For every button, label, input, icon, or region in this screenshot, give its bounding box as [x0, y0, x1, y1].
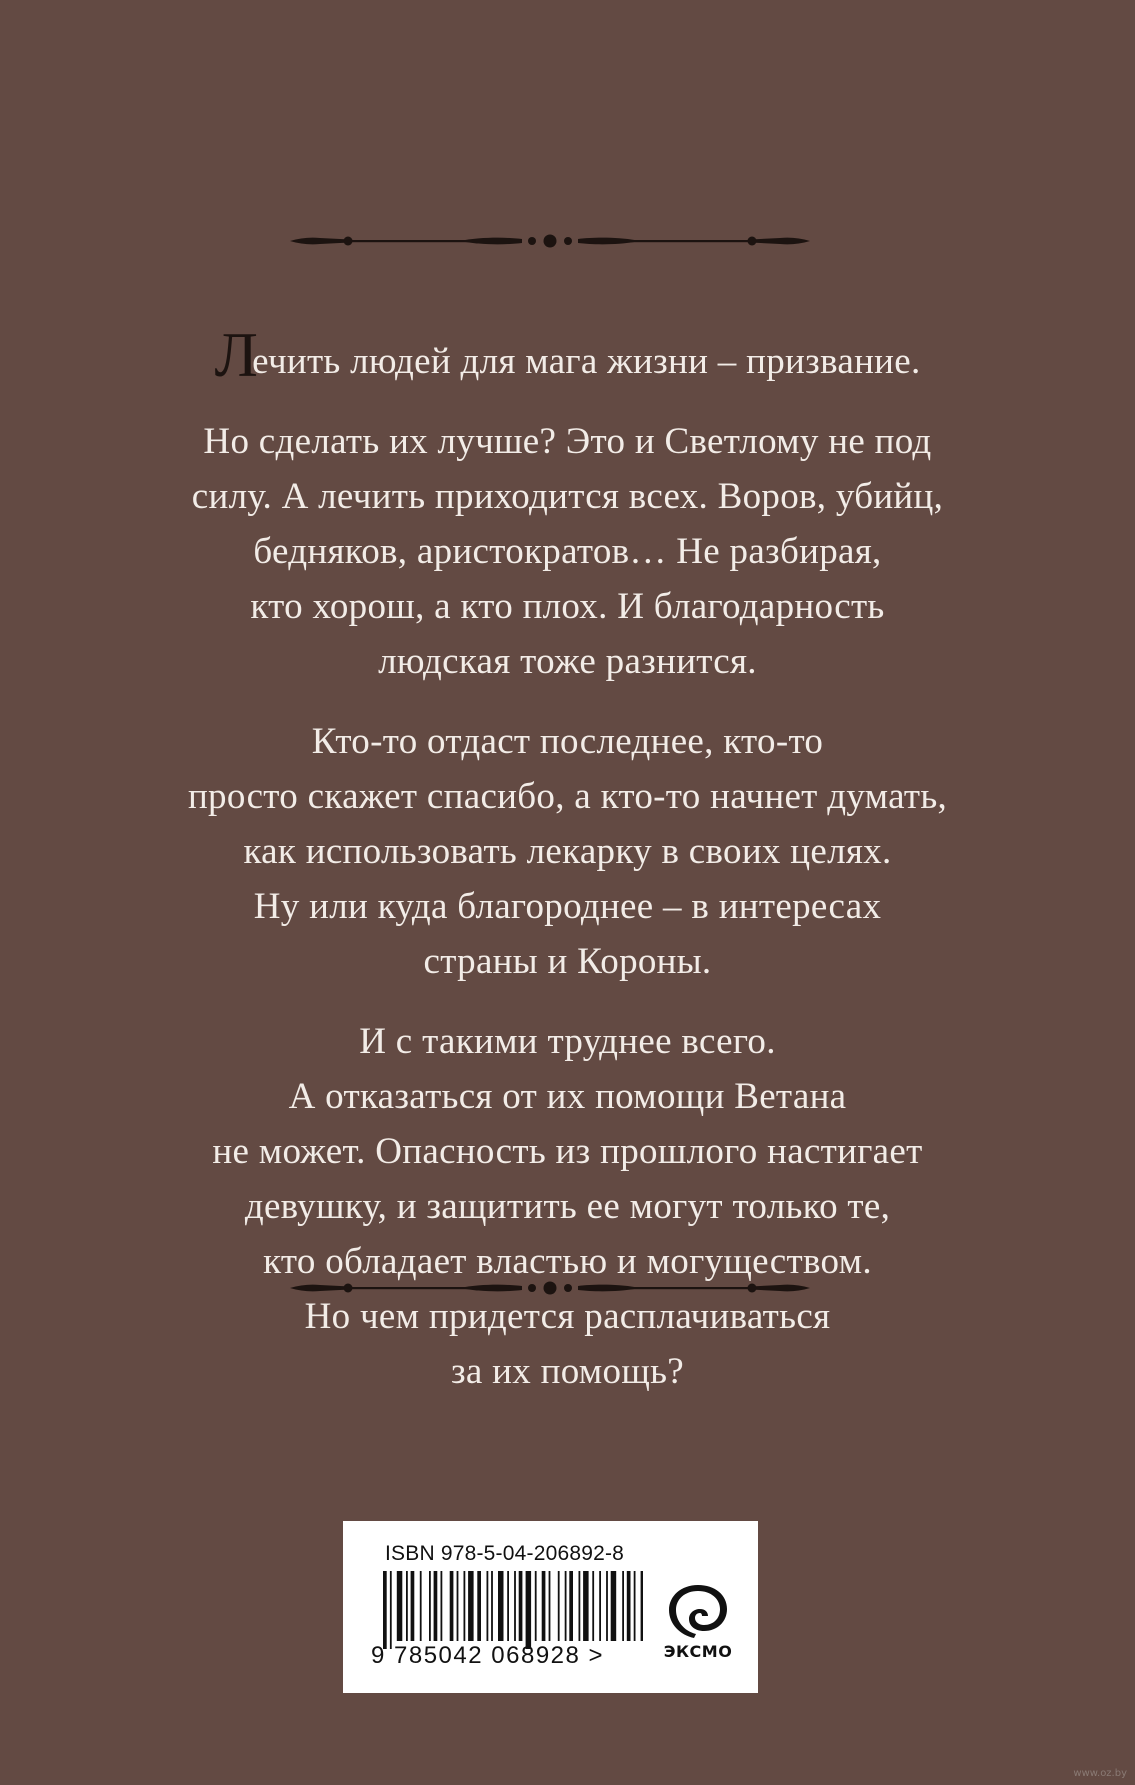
barcode-bar	[397, 1571, 403, 1641]
barcode-bar	[464, 1571, 466, 1641]
blurb-line: девушку, и защитить ее могут только те,	[244, 1186, 891, 1227]
barcode-bar	[565, 1571, 567, 1641]
barcode-bar	[535, 1571, 537, 1641]
blurb-line: Кто-то отдаст последнее, кто-то	[311, 721, 824, 762]
blurb-line: Но чем придется расплачиваться	[304, 1296, 831, 1337]
blurb-line: силу. А лечить приходится всех. Воров, убийц,	[191, 476, 944, 517]
barcode-bar	[622, 1571, 624, 1641]
barcode-bar	[627, 1571, 631, 1641]
barcode-bar	[468, 1571, 474, 1641]
blurb-line: кто хорош, а кто плох. И благодарность	[250, 586, 885, 627]
barcode-bar	[569, 1571, 573, 1641]
barcode-bar	[583, 1571, 589, 1641]
blurb-line-text: ечить людей для мага жизни – призвание.	[252, 341, 921, 382]
blurb-line: как использовать лекарку в своих целях.	[243, 831, 892, 872]
barcode-bar	[519, 1571, 523, 1641]
blurb-line: страны и Короны.	[423, 941, 712, 982]
blurb-line: А отказаться от их помощи Ветана	[288, 1076, 847, 1117]
ornament-divider-top	[290, 229, 810, 253]
barcode-bar	[487, 1571, 489, 1641]
publisher-name: ЭКСМО	[663, 1642, 733, 1661]
barcode-bar	[450, 1571, 454, 1641]
blurb-line: за их помощь?	[450, 1351, 685, 1392]
barcode-bar	[514, 1571, 516, 1641]
barcode-bar	[592, 1571, 594, 1641]
eksmo-swirl-logo-icon	[665, 1581, 731, 1639]
barcode-bar	[542, 1571, 546, 1641]
barcode-bar	[429, 1571, 431, 1641]
blurb-paragraph-3	[100, 714, 1035, 989]
barcode-digits: 9 785042 068928 >	[371, 1642, 605, 1669]
barcode-bar	[611, 1571, 617, 1641]
barcode-bar	[411, 1571, 415, 1641]
barcode-bar	[420, 1571, 422, 1641]
barcode-bar	[526, 1571, 532, 1649]
barcode-bar	[390, 1571, 392, 1649]
barcode-panel	[343, 1521, 758, 1693]
watermark: www.oz.by	[1073, 1768, 1127, 1779]
blurb-line: просто скажет спасибо, а кто-то начнет думать,	[187, 776, 948, 817]
barcode-bar	[641, 1571, 643, 1641]
blurb-line: бедняков, аристократов… Не разбирая,	[253, 531, 882, 572]
barcode-bar	[383, 1571, 387, 1649]
blurb-line: людская тоже разнится.	[378, 641, 757, 682]
barcode-bar	[549, 1571, 551, 1641]
barcode-bar	[406, 1571, 408, 1641]
blurb-line: не может. Опасность из прошлого настигает	[212, 1131, 923, 1172]
blurb-line: Но сделать их лучше? Это и Светлому не под	[203, 421, 932, 462]
barcode-bar	[579, 1571, 581, 1641]
barcode-bar	[441, 1571, 443, 1641]
blurb-line	[100, 319, 1035, 390]
barcode-bar	[457, 1571, 459, 1641]
barcode-bars	[383, 1571, 643, 1649]
blurb-text	[100, 319, 1035, 1424]
barcode-bar	[498, 1571, 504, 1641]
blurb-line: Ну или куда благороднее – в интересах	[253, 886, 882, 927]
barcode-bar	[477, 1571, 481, 1641]
isbn-label: ISBN 978-5-04-206892-8	[385, 1542, 625, 1565]
barcode-bar	[434, 1571, 438, 1641]
blurb-paragraph-4	[100, 1014, 1035, 1399]
barcode-bar	[507, 1571, 509, 1641]
ornament-divider-bottom	[290, 1276, 810, 1300]
dropcap-letter: Л	[214, 319, 259, 390]
blurb-line: И с такими труднее всего.	[359, 1021, 776, 1062]
blurb-line: кто обладает властью и могуществом.	[263, 1241, 872, 1282]
barcode-bar	[634, 1571, 636, 1641]
barcode-bar	[491, 1571, 493, 1641]
barcode-bar	[606, 1571, 608, 1641]
barcode-bar	[558, 1571, 560, 1641]
barcode-bar	[599, 1571, 601, 1641]
blurb-paragraph-1	[100, 319, 1035, 390]
blurb-paragraph-2	[100, 414, 1035, 689]
